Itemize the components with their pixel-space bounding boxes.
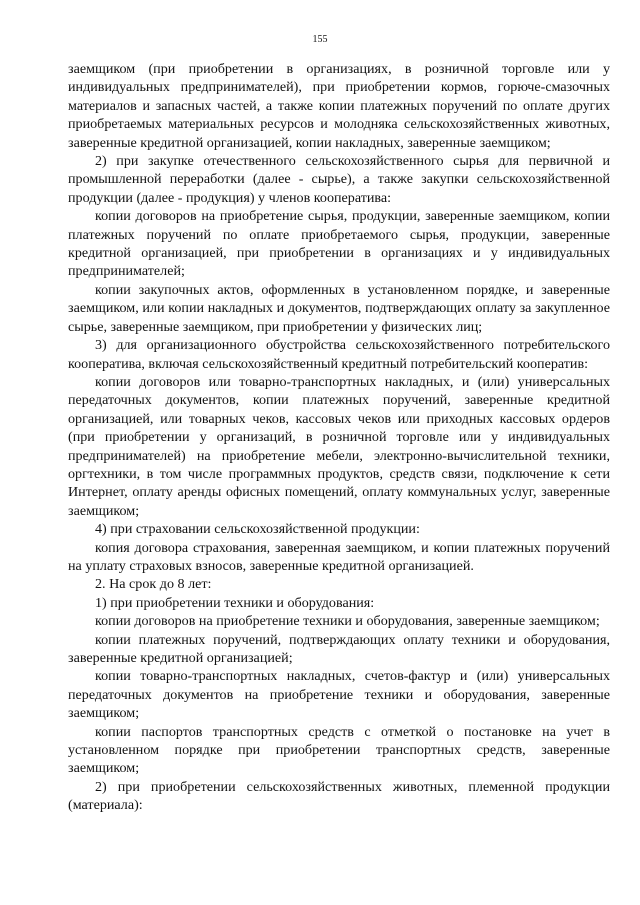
- paragraph-1: заемщиком (при приобретении в организациях, в розничной торговле или у индивидуальных предпринимателей), при приобретении кормов, горюче-смазочных материалов и запасных частей, а также копии платежных поручений по оплате других приобретаемых материальных ресурсов и молодняка сельскохозяйственных животных, заверенные кредитной организацией, копии накладных, заверенные заемщиком;: [68, 61, 610, 151]
- paragraph-10: 1) при приобретении техники и оборудования:: [95, 594, 375, 611]
- document-body: [68, 60, 610, 815]
- paragraph-5: 3) для организационного обустройства сельскохозяйственного потребительского кооператива, включая сельскохозяйственный кредитный потребительский кооператив:: [68, 337, 610, 372]
- paragraph-13: копии товарно-транспортных накладных, счетов-фактур и (или) универсальных передаточных документов на приобретение техники и оборудования, заверенные заемщиком;: [68, 668, 610, 722]
- paragraph-6: копии договоров или товарно-транспортных накладных, и (или) универсальных передаточных документов, копии платежных поручений, заверенные кредитной организацией, или товарных чеков, кассовых чеков или приходных кассовых ордеров (при приобретении у организаций, в розничной торговле или у индивидуальных предпринимателей) на приобретение мебели, электронно-вычислительной техники, оргтехники, в том числе программных продуктов, средств связи, подключение к сети Интернет, оплату аренды офисных помещений, оплату коммунальных услуг, заверенные заемщиком;: [68, 373, 610, 519]
- paragraph-2: 2) при закупке отечественного сельскохозяйственного сырья для первичной и промышленной переработки (далее - сырье), а также закупки сельскохозяйственной продукции (далее - продукция) у членов кооператива:: [68, 153, 610, 206]
- page-number: 155: [312, 34, 328, 45]
- paragraph-3: копии договоров на приобретение сырья, продукции, заверенные заемщиком, копии платежных поручений по оплате приобретаемого сырья, продукции, заверенные кредитной организацией, при приобретении в организациях и у индивидуальных предпринимателей;: [68, 208, 610, 280]
- paragraph-12: копии платежных поручений, подтверждающих оплату техники и оборудования, заверенные кредитной организацией;: [68, 631, 610, 666]
- paragraph-4: копии закупочных актов, оформленных в установленном порядке, и заверенные заемщиком, или копии накладных и документов, подтверждающих оплату за закупленное сырье, заверенные заемщиком, при приобретении у физических лиц;: [68, 281, 610, 335]
- paragraph-14: копии паспортов транспортных средств с отметкой о постановке на учет в установленном порядке при приобретении транспортных средств, заверенные заемщиком;: [68, 723, 610, 777]
- paragraph-9: 2. На срок до 8 лет:: [95, 576, 212, 593]
- paragraph-15: 2) при приобретении сельскохозяйственных животных, племенной продукции (материала):: [68, 778, 610, 814]
- paragraph-11: копии договоров на приобретение техники и оборудования, заверенные заемщиком;: [95, 613, 600, 630]
- paragraph-8: копия договора страхования, заверенная заемщиком, и копии платежных поручений на уплату страховых взносов, заверенные кредитной организацией.: [68, 539, 610, 574]
- paragraph-7: 4) при страховании сельскохозяйственной продукции:: [95, 521, 420, 538]
